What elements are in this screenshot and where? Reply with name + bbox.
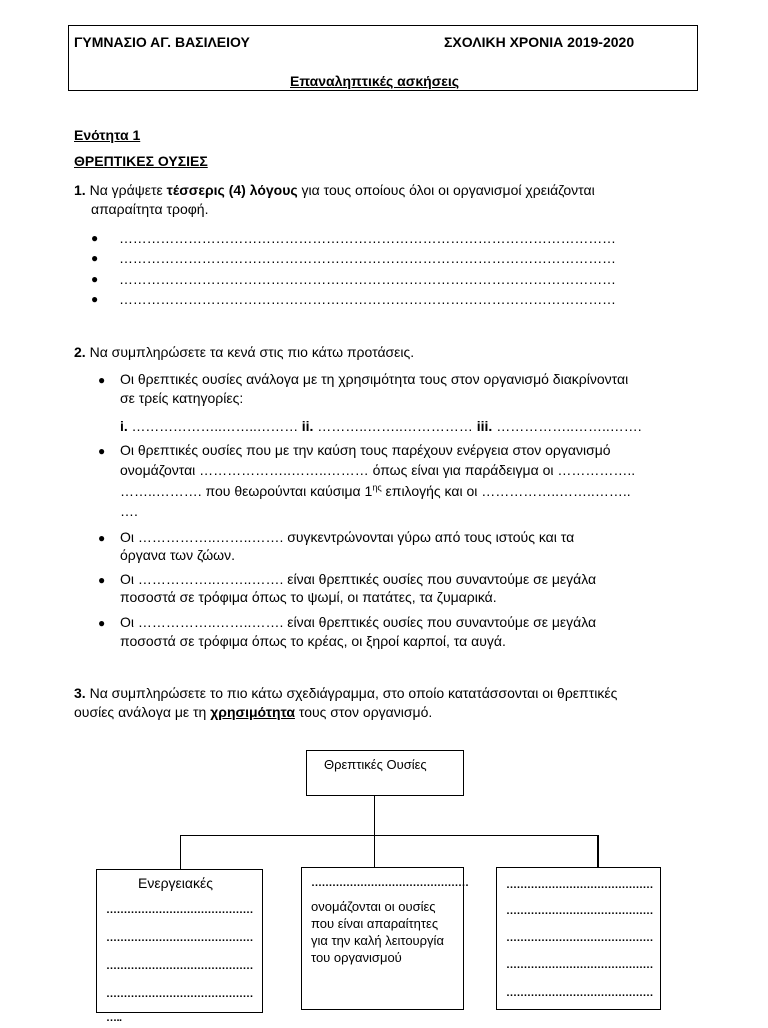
connector-line — [374, 835, 375, 868]
answer-blank[interactable]: ……………..……..……. — [492, 418, 642, 434]
q2-b2-line3[interactable] — [120, 482, 631, 501]
diagram-blank[interactable]: …………………………………… — [506, 879, 653, 891]
diagram-blank[interactable]: …………………………………… — [506, 987, 653, 999]
q3-line2c: τους στον οργανισμό. — [294, 704, 433, 720]
q1-text-c: για τους οποίους όλοι οι οργανισμοί χρειάζονται — [297, 182, 595, 198]
answer-blank[interactable]: ……………………………………………………………………………………………… — [119, 291, 616, 307]
unit-title: Ενότητα 1 — [74, 127, 141, 143]
diagram-blank[interactable]: ……………………………………… — [311, 877, 469, 889]
q3-line2 — [74, 703, 432, 722]
roman-ii: ii. — [301, 418, 314, 434]
diagram-blank[interactable]: …………………………………… — [506, 932, 653, 944]
roman-iii: iii. — [476, 418, 493, 434]
question-3 — [74, 684, 617, 703]
q2-b4-line1[interactable]: Οι ……………..……..……. είναι θρεπτικές ουσίες που συναντούμε σε μεγάλα — [120, 571, 597, 587]
q2-b3-line2: όργανα των ζώων. — [120, 547, 235, 563]
roman-i: i. — [120, 418, 128, 434]
bullet-icon: ● — [91, 231, 99, 245]
diagram-blank[interactable]: …………………………………… — [106, 932, 253, 944]
bullet-icon: ● — [98, 373, 106, 387]
school-year: ΣΧΟΛΙΚΗ ΧΡΟΝΙΑ 2019-2020 — [444, 34, 635, 50]
connector-line — [180, 835, 181, 869]
answer-blank[interactable]: ………………..……..……… — [127, 418, 302, 434]
bullet-icon: ● — [98, 573, 106, 587]
q2-b2-line3a: ……..………. που θεωρούνται καύσιμα 1 — [120, 483, 373, 499]
question-number: 2. — [74, 344, 86, 360]
q2-b2-line1: Οι θρεπτικές ουσίες που με την καύση τους παρέχουν ενέργεια στον οργανισμό — [120, 442, 611, 458]
ordinal-suffix: ης — [372, 482, 382, 493]
diagram-blank[interactable]: …………………………………… — [106, 960, 253, 972]
bullet-icon: ● — [91, 292, 99, 306]
diagram-blank[interactable]: …………………………………… — [106, 988, 253, 1000]
diagram-left-title: Ενεργειακές — [138, 875, 213, 891]
q2-b5-line2: ποσοστά σε τρόφιμα όπως το κρέας, οι ξηροί καρποί, τα αυγά. — [120, 633, 506, 649]
q2-b2-line3b: επιλογής και οι ……………..……..…….. — [381, 483, 631, 499]
q2-b4-line2: ποσοστά σε τρόφιμα όπως το ψωμί, οι πατάτες, τα ζυμαρικά. — [120, 589, 497, 605]
q2-b3-line1[interactable]: Οι ……………..……..……. συγκεντρώνονται γύρω από τους ιστούς και τα — [120, 529, 575, 545]
answer-blank[interactable]: ……………………………………………………………………………………………… — [119, 250, 616, 266]
q2-b1-categories — [120, 417, 642, 436]
bullet-icon: ● — [91, 272, 99, 286]
answer-blank[interactable]: ……………………………………………………………………………………………… — [119, 230, 616, 246]
question-number: 1. — [74, 182, 86, 198]
school-name: ΓΥΜΝΑΣΙΟ ΑΓ. ΒΑΣΙΛΕΙΟΥ — [74, 34, 250, 50]
q1-text-a: Να γράψετε — [89, 182, 167, 198]
document-subtitle: Επαναληπτικές ασκήσεις — [290, 73, 460, 89]
q1-text-bold: τέσσερις (4) λόγους — [166, 182, 298, 198]
q2-b2-line2[interactable]: ονομάζονται ………………..……..……… όπως είναι για παράδειγμα οι …………….. — [120, 462, 636, 478]
diagram-blank[interactable]: …………………………………… — [506, 905, 653, 917]
bullet-icon: ● — [98, 444, 106, 458]
diagram-blank[interactable]: …………………………………… — [506, 959, 653, 971]
answer-blank[interactable]: ………..……..…………… — [313, 418, 477, 434]
diagram-blank[interactable]: …………………………………… — [106, 904, 253, 916]
bullet-icon: ● — [98, 616, 106, 630]
diagram-root-label: Θρεπτικές Ουσίες — [324, 757, 427, 772]
diagram-blank[interactable]: ….. — [106, 1012, 122, 1024]
q3-keyword: χρησιμότητα — [210, 704, 295, 720]
answer-blank[interactable]: ……………………………………………………………………………………………… — [119, 271, 616, 287]
connector-line — [374, 796, 375, 836]
q2-b2-line4[interactable]: …. — [120, 503, 138, 519]
q2-text: Να συμπληρώσετε τα κενά στις πιο κάτω προτάσεις. — [89, 344, 415, 360]
q2-b1-line1: Οι θρεπτικές ουσίες ανάλογα με τη χρησιμότητα τους στον οργανισμό διακρίνονται — [120, 371, 629, 387]
connector-line — [597, 835, 599, 867]
question-2 — [74, 343, 414, 362]
q3-line1: Να συμπληρώσετε το πιο κάτω σχεδιάγραμμα, στο οποίο κατατάσσονται οι θρεπτικές — [89, 685, 618, 701]
q3-line2a: ουσίες ανάλογα με τη — [74, 704, 211, 720]
diagram-middle-text: ονομάζονται οι ουσίες που είναι απαραίτητες για την καλή λειτουργία του οργανισμού — [311, 899, 444, 965]
q2-b5-line1[interactable]: Οι ……………..……..……. είναι θρεπτικές ουσίες που συναντούμε σε μεγάλα — [120, 614, 597, 630]
bullet-icon: ● — [98, 531, 106, 545]
question-1 — [74, 181, 595, 200]
bullet-icon: ● — [91, 251, 99, 265]
connector-line — [180, 835, 598, 836]
q1-text-line2: απαραίτητα τροφή. — [91, 201, 209, 217]
question-number: 3. — [74, 685, 86, 701]
q2-b1-line2: σε τρείς κατηγορίες: — [120, 390, 244, 406]
topic-title: ΘΡΕΠΤΙΚΕΣ ΟΥΣΙΕΣ — [74, 153, 208, 169]
